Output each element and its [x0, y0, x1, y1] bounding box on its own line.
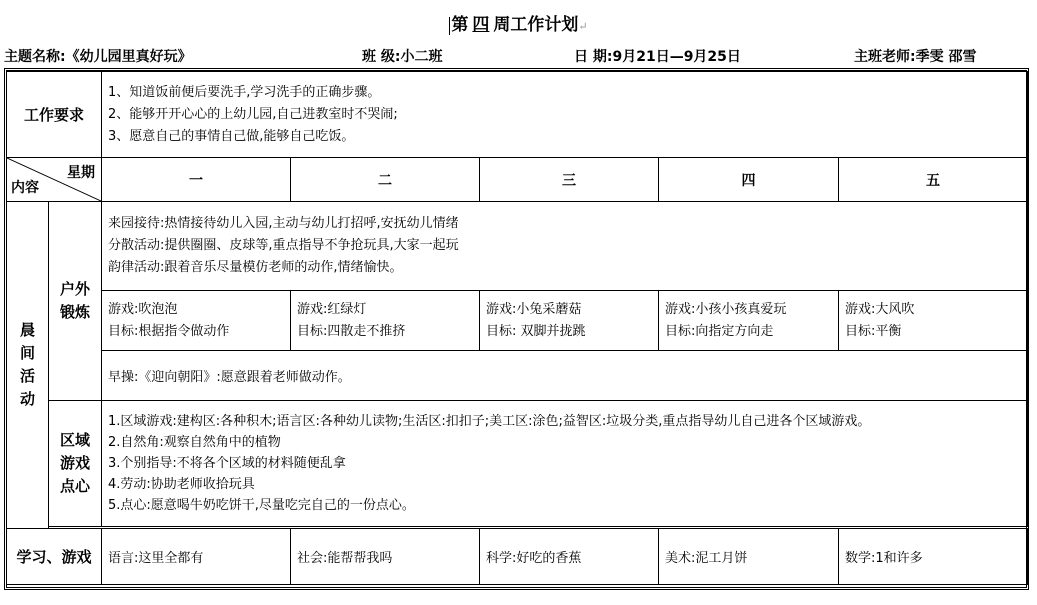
requirements-row	[7, 72, 1028, 158]
week-label: 星期	[67, 165, 96, 181]
exercise-row	[7, 351, 1028, 401]
area-line: 1.区域游戏:建构区:各种积木;语言区:各种幼儿读物;生活区:扣扣子;美工区:涂色;益智区:垃圾分类,重点指导幼儿自己进各个区域游戏。	[108, 414, 871, 429]
study-item: 社会:能帮帮我吗	[291, 529, 480, 585]
label-part: 游戏	[60, 454, 91, 472]
game-cell	[839, 291, 1028, 351]
outdoor-exercise-label	[49, 202, 102, 401]
game-name: 游戏:大风吹	[845, 301, 915, 317]
game-name: 游戏:小兔采蘑菇	[486, 301, 582, 317]
requirements-list	[102, 72, 1028, 158]
study-item: 科学:好吃的香蕉	[480, 529, 659, 585]
header-info	[0, 46, 1037, 66]
class-name: 班 级:小二班	[362, 49, 443, 65]
requirements-label: 工作要求	[7, 72, 102, 158]
day-header: 四	[659, 158, 839, 202]
day-header: 二	[291, 158, 480, 202]
label-part: 点心	[60, 477, 91, 495]
game-goal: 目标:四散走不推挤	[297, 323, 406, 339]
game-name: 游戏:小孩小孩真爱玩	[665, 301, 787, 317]
content-label: 内容	[11, 180, 39, 196]
intro-line: 来园接待:热情接待幼儿入园,主动与幼儿打招呼,安抚幼儿情绪	[108, 216, 459, 231]
label-char: 间	[19, 344, 35, 362]
requirement-item: 3、愿意自己的事情自己做,能够自己吃饭。	[108, 128, 355, 144]
plan-table	[6, 71, 1028, 585]
area-line: 2.自然角:观察自然角中的植物	[108, 435, 281, 450]
area-line: 3.个别指导:不将各个区域的材料随便乱拿	[108, 456, 346, 471]
study-label: 学习、游戏	[7, 529, 102, 585]
title-suffix: 周工作计划	[493, 15, 579, 35]
game-cell	[659, 291, 839, 351]
label-part: 区域	[60, 431, 91, 449]
game-cell	[291, 291, 480, 351]
title-prefix: 第	[451, 15, 469, 35]
day-header: 五	[839, 158, 1028, 202]
study-row	[7, 529, 1028, 585]
study-item: 语言:这里全都有	[102, 529, 291, 585]
games-row	[7, 291, 1028, 351]
area-line: 5.点心:愿意喝牛奶吃饼干,尽量吃完自己的一份点心。	[108, 498, 415, 513]
return-mark: ↵	[578, 20, 588, 33]
day-header: 三	[480, 158, 659, 202]
game-cell	[480, 291, 659, 351]
study-item: 数学:1和许多	[839, 529, 1028, 585]
morning-activity-label	[7, 202, 49, 529]
game-cell	[102, 291, 291, 351]
page-title	[0, 10, 1037, 35]
theme-name: 主题名称:《幼儿园里真好玩》	[4, 49, 192, 65]
area-content	[102, 401, 1028, 527]
date-range: 日 期:9月21日—9月25日	[574, 49, 741, 65]
intro-line: 分散活动:提供圈圈、皮球等,重点指导不争抢玩具,大家一起玩	[108, 238, 459, 253]
requirement-item: 2、能够开开心心的上幼儿园,自己进教室时不哭闹;	[108, 106, 398, 122]
label-char: 晨	[19, 321, 35, 339]
morning-exercise: 早操:《迎向朝阳》:愿意跟着老师做动作。	[102, 351, 1028, 401]
game-goal: 目标:向指定方向走	[665, 323, 774, 339]
head-teacher: 主班老师:季雯 邵雪	[854, 49, 977, 65]
label-part: 户外	[60, 280, 91, 298]
area-games-label	[49, 401, 102, 527]
game-name: 游戏:红绿灯	[297, 301, 367, 317]
label-char: 活	[19, 367, 35, 385]
area-row	[7, 401, 1028, 527]
study-item: 美术:泥工月饼	[659, 529, 839, 585]
intro-line: 韵律活动:跟着音乐尽量模仿老师的动作,情绪愉快。	[108, 260, 403, 275]
label-char: 动	[19, 390, 35, 408]
title-week: 四	[472, 15, 490, 35]
game-goal: 目标: 双脚并拢跳	[486, 323, 586, 339]
area-line: 4.劳动:协助老师收拾玩具	[108, 477, 255, 492]
outdoor-intro-row	[7, 202, 1028, 291]
outdoor-intro	[102, 202, 1028, 291]
diagonal-header	[7, 158, 102, 202]
game-name: 游戏:吹泡泡	[108, 301, 178, 317]
days-header-row	[7, 158, 1028, 202]
game-goal: 目标:平衡	[845, 323, 902, 339]
game-goal: 目标:根据指令做动作	[108, 323, 230, 339]
requirement-item: 1、知道饭前便后要洗手,学习洗手的正确步骤。	[108, 84, 381, 100]
day-header: 一	[102, 158, 291, 202]
label-part: 锻炼	[60, 303, 91, 321]
